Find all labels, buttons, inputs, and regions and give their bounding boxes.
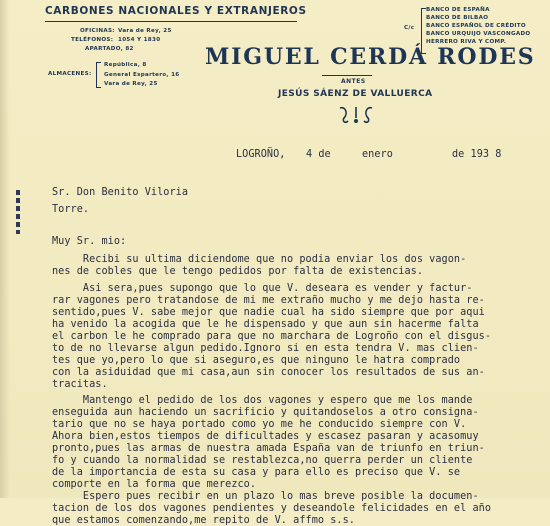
body-line: sentido,pues V. sabe mejor que nadie cual ha sido siempre que por aqui	[52, 307, 485, 318]
date-month: enero	[362, 149, 393, 160]
salutation: Muy Sr. mio:	[52, 236, 127, 247]
paper-edge-shadow	[0, 0, 10, 498]
bank-name: BANCO DE ESPAÑA	[426, 7, 490, 13]
side-ornament	[15, 190, 21, 234]
warehouses-label: ALMACENES:	[48, 71, 92, 77]
body-line: tes que yo,pero lo que si aseguro,es que ninguno le hatra comprado	[52, 355, 461, 366]
body-line: Mantengo el pedido de los dos vagones y espero que me los mande	[52, 395, 473, 406]
body-line: fo y cuando la normalidad se restablezca,no querra perder un cliente	[52, 455, 473, 466]
body-line: el carbon le he comprado para que no marchara de Logroño con el disgus-	[52, 331, 492, 342]
body-line: Espero pues recibir en un plazo lo mas breve posible la documen-	[52, 491, 479, 502]
owner-name: MIGUEL CERDÁ RODES	[205, 44, 536, 70]
date-day: 4 de	[306, 149, 331, 160]
owner-name-underline	[322, 75, 372, 76]
offices-address: Vara de Rey, 25	[118, 28, 172, 34]
bank-account-label: C/c	[404, 25, 415, 31]
body-line: rar vagones pero tratandose de mi me extraño mucho y me dejo hasta re-	[52, 295, 485, 306]
body-line: comporte en la forma que merezco.	[52, 479, 257, 490]
po-box: APARTADO, 82	[85, 46, 134, 52]
body-line: ha venido la acogida que le he dispensado y que aun sin hacerme falta	[52, 319, 479, 330]
phones-numbers: 1054 Y 1830	[118, 37, 161, 43]
predecessor-name: JESÚS SÁENZ DE VALLUERCA	[278, 89, 433, 99]
body-line: pronto,pues las armas de nuestra amada España van de triunfo en triun-	[52, 443, 485, 454]
bank-name: BANCO DE BILBAO	[426, 15, 489, 21]
bank-name: BANCO ESPAÑOL DE CRÉDITO	[426, 23, 526, 29]
warehouses-brace	[96, 62, 101, 88]
body-line: Asi sera,pues supongo que lo que V. deseara es vender y factur-	[52, 283, 473, 294]
company-underline	[45, 21, 297, 22]
flourish-ornament	[336, 104, 376, 126]
offices-label: OFICINAS:	[80, 28, 115, 34]
recipient-line: Torre.	[52, 204, 90, 215]
body-line: Recibi su ultima diciendome que no podia enviar los dos vagon-	[52, 254, 467, 265]
phones-label: TELÉFONOS:	[71, 37, 114, 43]
body-line: tacion de los dos vagones pendientes y deseandole felicidades en el año	[52, 503, 492, 514]
body-line: nes de cobles que le tengo pedidos por falta de existencias.	[52, 266, 424, 277]
body-line: to de no llevarse algun pedido.Ignoro si en esta tendra V. mas clien-	[52, 343, 479, 354]
date-place: LOGROÑO,	[236, 149, 286, 160]
warehouse-address: República, 8	[104, 62, 147, 68]
warehouse-address: General Espartero, 16	[104, 72, 180, 78]
body-line: enseguida aun haciendo un sacrificio y quitandoselos a otro consigna-	[52, 407, 479, 418]
recipient-line: Sr. Don Benito Viloria	[52, 187, 189, 198]
body-line: tracitas.	[52, 379, 108, 390]
body-line: tario que no se haya portado como yo me he conducido siempre con V.	[52, 419, 467, 430]
warehouse-address: Vara de Rey, 25	[104, 81, 158, 87]
bank-name: BANCO URQUIJO VASCONGADO	[426, 31, 531, 37]
body-line: Ahora bien,estos tiempos de dificultades y escasez pasaran y acasomuy	[52, 431, 479, 442]
date-year: de 193 8	[452, 149, 502, 160]
body-line: que estamos comenzando,me repito de V. affmo s.s.	[52, 515, 355, 526]
bank-name: HERRERO RIVA Y COMP.	[426, 39, 507, 45]
antes-label: ANTES	[341, 78, 366, 85]
body-line: con la asiduidad que mi casa,aun sin conocer los resultados de sus an-	[52, 367, 485, 378]
body-line: de la importancia de esta su casa y para ello es preciso que V. se	[52, 467, 461, 478]
company-line: CARBONES NACIONALES Y EXTRANJEROS	[45, 5, 307, 17]
